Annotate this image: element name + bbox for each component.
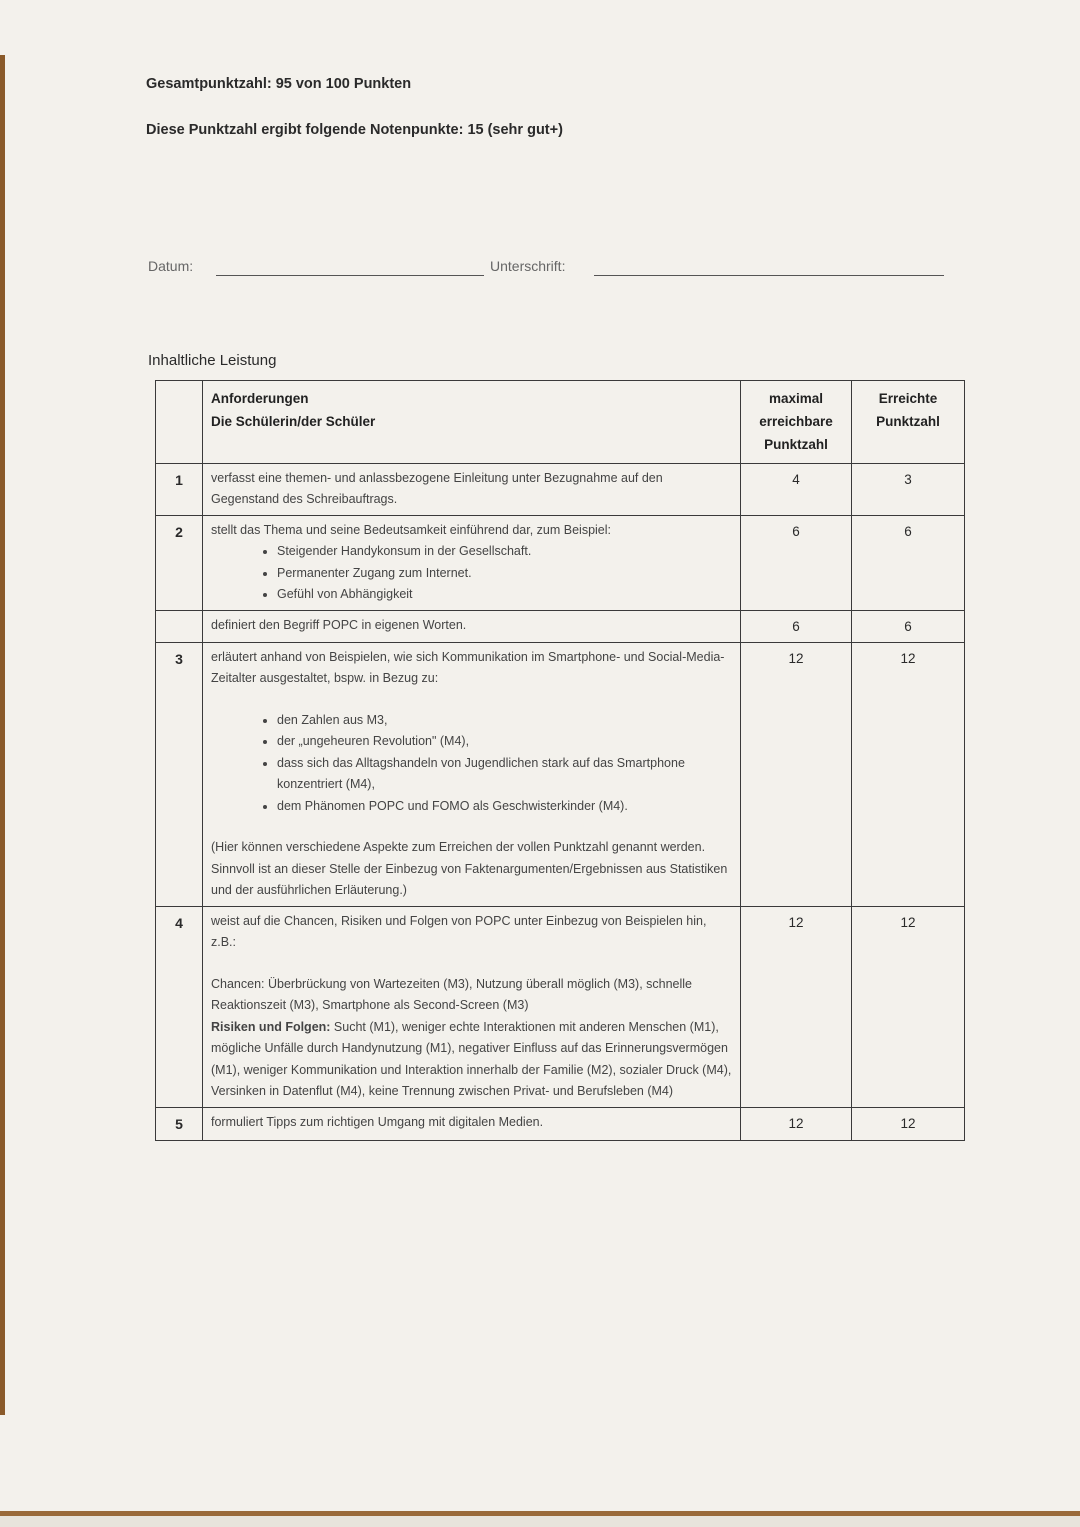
row-number: 4	[156, 906, 203, 1107]
row-text: erläutert anhand von Beispielen, wie sich Kommunikation im Smartphone- und Social-Media-Zeitalter ausgestaltet, bspw. in Bezug zu:	[211, 649, 725, 686]
signature-line	[594, 275, 944, 276]
table-row	[156, 906, 965, 1107]
row-content	[203, 906, 741, 1107]
risks-label: Risiken und Folgen:	[211, 1019, 331, 1034]
chances-label: Chancen:	[211, 976, 265, 991]
table-row	[156, 1107, 965, 1140]
date-label: Datum:	[148, 258, 194, 274]
row-achieved-points: 3	[852, 463, 965, 515]
row-max-points: 6	[741, 515, 852, 610]
row-max-points: 6	[741, 610, 852, 642]
total-score: Gesamtpunktzahl: 95 von 100 Punkten	[146, 76, 412, 92]
row-note: (Hier können verschiedene Aspekte zum Erreichen der vollen Punktzahl genannt werden. Sinnvoll ist an dieser Stelle der Einbezug von Faktenargumenten/Ergebnissen aus Statistiken und der ausführlichen Erläuterung.)	[211, 840, 728, 898]
risks-text: Sucht (M1), weniger echte Interaktionen mit anderen Menschen (M1), mögliche Unfälle durch Handynutzung (M1), negativer Einfluss auf das Erinnerungsvermögen (M1), weniger Kommunikation und Interaktion innerhalb der Familie (M2), sozialer Druck (M4), Versinken in Datenflut (M4), keine Trennung zwischen Privat- und Berufsleben (M4)	[211, 1019, 732, 1099]
row-max-points: 12	[741, 906, 852, 1107]
list-item: • den Zahlen aus M3,	[277, 710, 732, 732]
list-item: • dem Phänomen POPC und FOMO als Geschwisterkinder (M4).	[277, 796, 732, 818]
chances-text: Überbrückung von Wartezeiten (M3), Nutzung überall möglich (M3), schnelle Reaktionszeit (M3), Smartphone als Second-Screen (M3)	[211, 976, 693, 1013]
chances-paragraph	[211, 974, 732, 1017]
row-achieved-points: 12	[852, 1107, 965, 1140]
header-requirements-title: Anforderungen	[211, 391, 309, 406]
row-achieved-points: 12	[852, 906, 965, 1107]
row-max-points: 12	[741, 1107, 852, 1140]
row-text: definiert den Begriff POPC in eigenen Worten.	[203, 610, 741, 642]
risks-paragraph	[211, 1017, 732, 1103]
signature-label: Unterschrift:	[490, 258, 566, 274]
list-item: • Permanenter Zugang zum Internet.	[277, 563, 732, 585]
list-item: • dass sich das Alltagshandeln von Jugendlichen stark auf das Smartphone konzentriert (M4),	[277, 753, 732, 796]
row-text: stellt das Thema und seine Bedeutsamkeit einführend dar, zum Beispiel:	[211, 522, 611, 537]
row-achieved-points: 6	[852, 610, 965, 642]
paper-edge-bottom	[0, 1505, 1080, 1527]
grade-result: Diese Punktzahl ergibt folgende Notenpunkte: 15 (sehr gut+)	[146, 122, 563, 138]
row-number	[156, 610, 203, 642]
row-text: verfasst eine themen- und anlassbezogene Einleitung unter Bezugnahme auf den Gegenstand des Schreibauftrags.	[203, 463, 741, 515]
list-item: • Steigender Handykonsum in der Gesellschaft.	[277, 541, 732, 563]
header-requirements-subtitle: Die Schülerin/der Schüler	[211, 414, 376, 430]
row-max-points: 4	[741, 463, 852, 515]
bullet-list	[211, 710, 732, 818]
row-content	[203, 642, 741, 906]
header-achieved-points: Erreichte Punktzahl	[852, 381, 965, 464]
grading-table	[155, 380, 965, 1141]
paper-edge-left	[0, 55, 5, 1415]
row-achieved-points: 12	[852, 642, 965, 906]
bullet-list	[211, 541, 732, 606]
row-achieved-points: 6	[852, 515, 965, 610]
row-number: 3	[156, 642, 203, 906]
row-content	[203, 515, 741, 610]
list-item: • der „ungeheuren Revolution" (M4),	[277, 731, 732, 753]
list-item: • Gefühl von Abhängigkeit	[277, 584, 732, 606]
row-number: 1	[156, 463, 203, 515]
table-header-row	[156, 381, 965, 464]
row-max-points: 12	[741, 642, 852, 906]
table-row	[156, 642, 965, 906]
header-requirements	[203, 381, 741, 464]
header-number	[156, 381, 203, 464]
table-row	[156, 463, 965, 515]
table-row	[156, 515, 965, 610]
section-title: Inhaltliche Leistung	[148, 352, 277, 369]
row-text: formuliert Tipps zum richtigen Umgang mit digitalen Medien.	[203, 1107, 741, 1140]
table-row	[156, 610, 965, 642]
row-text: weist auf die Chancen, Risiken und Folgen von POPC unter Einbezug von Beispielen hin, z.B.:	[211, 913, 707, 950]
row-number: 2	[156, 515, 203, 610]
row-number: 5	[156, 1107, 203, 1140]
date-line	[216, 275, 484, 276]
header-max-points: maximal erreichbare Punktzahl	[741, 381, 852, 464]
